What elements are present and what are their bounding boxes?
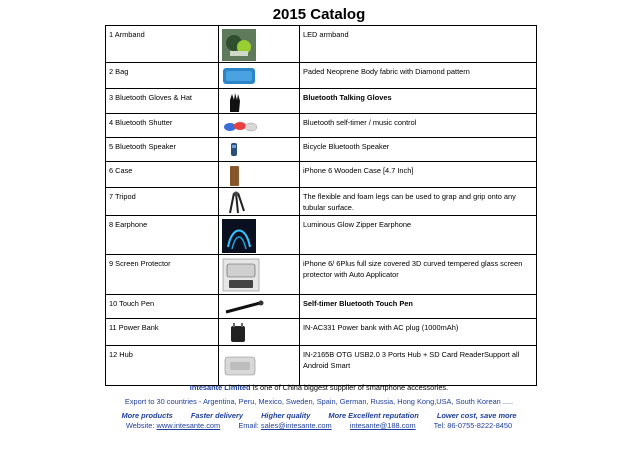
item-name: 4 Bluetooth Shutter	[106, 114, 219, 138]
catalog-title: 2015 Catalog	[272, 6, 366, 23]
item-description: IN-AC331 Power bank with AC plug (1000mAh)	[300, 319, 537, 346]
table-row	[106, 295, 537, 319]
item-description: Bluetooth self-timer / music control	[300, 114, 537, 138]
item-description: iPhone 6 Wooden Case [4.7 Inch]	[300, 162, 537, 188]
table-row	[106, 114, 537, 138]
touch-pen-image	[219, 295, 300, 319]
armband-image	[219, 26, 300, 63]
export-countries: Export to 30 countries - Argentina, Peru, Mexico, Sweden, Spain, German, Russia, Hong Kong,USA, South Korean .....	[124, 397, 514, 406]
slogan: Lower cost, save more	[436, 411, 517, 420]
item-description: Self-timer Bluetooth Touch Pen	[300, 295, 537, 319]
item-description: IN-2165B OTG USB2.0 3 Ports Hub + SD Card ReaderSupport all Android Smart	[300, 346, 537, 386]
item-description: LED armband	[300, 26, 537, 63]
company-statement	[0, 383, 638, 392]
slogans	[0, 411, 638, 420]
table-row	[106, 89, 537, 114]
company-name: Intesante Limited	[189, 383, 251, 392]
item-name: 6 Case	[106, 162, 219, 188]
item-description: The flexible and foam legs can be used to grap and grip onto any tubular surface.	[300, 188, 537, 216]
power-bank-image	[219, 319, 300, 346]
item-description: Luminous Glow Zipper Earphone	[300, 216, 537, 255]
shutter-image	[219, 114, 300, 138]
email-label: Email:	[238, 421, 261, 430]
earphone-image	[219, 216, 300, 255]
contact-line	[0, 421, 638, 430]
table-row	[106, 319, 537, 346]
bag-image	[219, 63, 300, 89]
item-description: Bicycle Bluetooth Speaker	[300, 138, 537, 162]
item-name: 10 Touch Pen	[106, 295, 219, 319]
table-row	[106, 188, 537, 216]
slogan: Faster delivery	[190, 411, 244, 420]
case-image	[219, 162, 300, 188]
catalog-table	[105, 25, 537, 386]
slogan: More Excellent reputation	[328, 411, 419, 420]
gloves-image	[219, 89, 300, 114]
slogan: Higher quality	[261, 411, 311, 420]
item-name: 7 Tripod	[106, 188, 219, 216]
item-name: 3 Bluetooth Gloves & Hat	[106, 89, 219, 114]
table-row	[106, 255, 537, 295]
email-link-alt[interactable]: intesante@188.com	[349, 421, 416, 430]
item-name: 5 Bluetooth Speaker	[106, 138, 219, 162]
item-name: 8 Earphone	[106, 216, 219, 255]
table-row	[106, 63, 537, 89]
item-name: 2 Bag	[106, 63, 219, 89]
item-name: 11 Power Bank	[106, 319, 219, 346]
item-name: 12 Hub	[106, 346, 219, 386]
website-link[interactable]: www.intesante.com	[156, 421, 221, 430]
item-description: Bluetooth Talking Gloves	[300, 89, 537, 114]
table-row	[106, 346, 537, 386]
screen-protector-image	[219, 255, 300, 295]
telephone: Tel: 86-0755-8222-8450	[433, 421, 513, 430]
company-statement-text: is one of China biggest supplier of smartphone accessories.	[250, 383, 449, 392]
table-row	[106, 138, 537, 162]
hub-image	[219, 346, 300, 386]
website-label: Website:	[125, 421, 157, 430]
item-description: iPhone 6/ 6Plus full size covered 3D curved tempered glass screen protector with Auto Applicator	[300, 255, 537, 295]
tripod-image	[219, 188, 300, 216]
table-row	[106, 162, 537, 188]
table-row	[106, 26, 537, 63]
table-row	[106, 216, 537, 255]
item-name: 9 Screen Protector	[106, 255, 219, 295]
slogan: More products	[121, 411, 173, 420]
item-name: 1 Armband	[106, 26, 219, 63]
email-link-sales[interactable]: sales@intesante.com	[260, 421, 332, 430]
item-description: Paded Neoprene Body fabric with Diamond pattern	[300, 63, 537, 89]
speaker-image	[219, 138, 300, 162]
